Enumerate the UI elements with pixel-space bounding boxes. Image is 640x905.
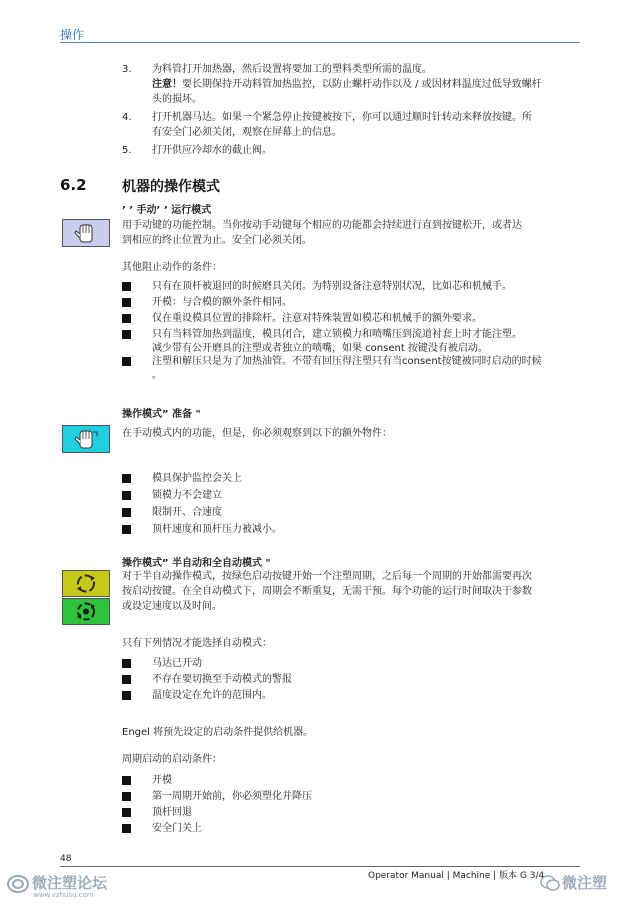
bullet — [122, 776, 131, 785]
full-auto-icon-box — [62, 598, 110, 625]
manual-conditions-label: 其他阻止动作的条件： — [122, 262, 222, 273]
list-item: 不存在要切换至手动模式的警报 — [152, 674, 292, 685]
semi-auto-icon-box — [62, 570, 110, 597]
step-text: 打开机器马达。如果一个紧急停止按键被按下，你可以通过顺时针转动来释放按键。所 — [152, 112, 532, 123]
auto-mode-title: 操作模式” 半自动和全自动模式 " — [122, 558, 271, 569]
note-label: 注意！ — [152, 79, 182, 90]
step-number: 5. — [122, 145, 132, 156]
footer-manual: Operator Manual — [368, 871, 444, 881]
setup-mode-title: 操作模式” 准备 " — [122, 409, 201, 420]
bullet — [122, 824, 131, 833]
hand-setup-icon — [63, 426, 109, 452]
step-text-cont: 有安全门必须关闭，观察在屏幕上的信息。 — [152, 127, 342, 138]
bullet — [122, 314, 131, 323]
list-item: 只有在顶杆被退回的时候磨具关闭。为特别设备注意特别状况，比如芯和机械手。 — [152, 281, 512, 292]
list-item: 注塑和解压只是为了加热油管。不带有回压得注塑只有当consent按键被同时启动的时候 — [152, 356, 542, 367]
footer-info: Operator Manual | Machine | 版本 G 3/4 — [368, 871, 545, 881]
list-item: 限制开、合速度 — [152, 507, 222, 518]
bullet — [122, 792, 131, 801]
list-item: 安全门关上 — [152, 823, 202, 834]
bullet — [122, 675, 131, 684]
manual-mode-desc: 用手动键的功能控制。当你按动手动键每个相应的功能都会持续进行直到按键松开，或者达 — [122, 220, 522, 231]
list-item: 第一周期开始前，你必须塑化并降压 — [152, 791, 312, 802]
page-header-title: 操作 — [60, 28, 85, 42]
setup-mode-desc: 在手动模式内的功能，但是，你必须观察到以下的额外物件： — [122, 428, 392, 439]
list-item: 仅在重设模具位置的排除杆。注意对特殊装置如模芯和机械手的额外要求。 — [152, 313, 482, 324]
step-number: 4. — [122, 112, 132, 123]
auto-mode-desc-cont: 按启动按键。在全自动模式下，周期会不断重复，无需干预。每个功能的运行时间取决于参数 — [122, 586, 532, 597]
list-item: 马达已开动 — [152, 658, 202, 669]
watermark-right: 微注塑 — [562, 874, 608, 892]
bullet — [122, 508, 131, 517]
list-item-cont: 减少带有公开磨具的注塑或者独立的喷嘴，如果 consent 按键没有被启动。 — [152, 343, 488, 354]
bullet — [122, 330, 131, 339]
list-item: 开模：与合模的额外条件相同。 — [152, 297, 292, 308]
bullet — [122, 808, 131, 817]
cycle-start-label: 周期启动的启动条件： — [122, 754, 222, 765]
auto-mode-desc-cont: 或设定速度以及时间。 — [122, 601, 222, 612]
bullet — [122, 474, 131, 483]
list-item-cont: 。 — [152, 370, 162, 381]
bullet — [122, 282, 131, 291]
forum-logo-icon — [6, 873, 30, 895]
list-item: 锁模力不会建立 — [152, 490, 222, 501]
watermark-left: 微注塑论坛 — [32, 874, 108, 892]
auto-mode-desc: 对于半自动操作模式，按绿色启动按键开始一个注塑周期，之后每一个周期的开始都需要再次 — [122, 571, 532, 582]
full-auto-cycle-icon — [63, 599, 109, 624]
step-number: 3. — [122, 64, 132, 75]
note-text: 要长期保持开动料管加热监控，以防止螺杆动作以及 / 或因材料温度过低导致螺杆 — [182, 79, 542, 90]
list-item: 模具保护监控会关上 — [152, 473, 242, 484]
bullet — [122, 298, 131, 307]
bullet — [122, 525, 131, 534]
list-item: 温度设定在允许的范围内。 — [152, 690, 272, 701]
section-title: 机器的操作模式 — [122, 179, 220, 195]
list-item: 开模 — [152, 775, 172, 786]
bullet — [122, 491, 131, 500]
footer-machine: Machine — [452, 871, 491, 881]
bullet — [122, 691, 131, 700]
step-note — [152, 77, 582, 92]
semi-auto-cycle-icon — [63, 571, 109, 596]
hand-icon — [63, 220, 109, 246]
header-divider — [60, 42, 580, 43]
list-item: 顶杆速度和顶杆压力被减小。 — [152, 524, 282, 535]
engel-preset-text: Engel 将预先设定的启动条件提供给机器。 — [122, 727, 314, 738]
setup-mode-icon-box — [62, 425, 110, 453]
manual-mode-icon-box — [62, 219, 110, 247]
footer-pages: 3/4 — [529, 871, 545, 881]
list-item: 只有当料管加热到温度，模具闭合，建立锁模力和喷嘴压到流道衬套上时才能注塑。 — [152, 329, 522, 340]
bullet — [122, 659, 131, 668]
manual-mode-title: ’ ’ 手动’ ’ 运行模式 — [122, 205, 212, 216]
step-text: 打开供应冷却水的截止阀。 — [152, 145, 272, 156]
footer-version: 版本 G — [499, 871, 527, 881]
bullet — [122, 357, 131, 366]
manual-mode-desc-cont: 到相应的终止位置为止。安全门必须关闭。 — [122, 235, 312, 246]
auto-select-label: 只有下列情况才能选择自动模式： — [122, 638, 272, 649]
section-number: 6.2 — [60, 176, 87, 194]
watermark-left-sub: www.vzhusu.com — [33, 891, 94, 899]
list-item: 顶杆回退 — [152, 807, 192, 818]
step-note-cont: 头的损坏。 — [152, 94, 202, 105]
footer-divider — [60, 866, 580, 867]
step-text: 为料管打开加热器，然后设置将要加工的塑料类型所需的温度。 — [152, 64, 432, 75]
page-number: 48 — [60, 854, 72, 864]
wechat-icon — [540, 874, 560, 892]
